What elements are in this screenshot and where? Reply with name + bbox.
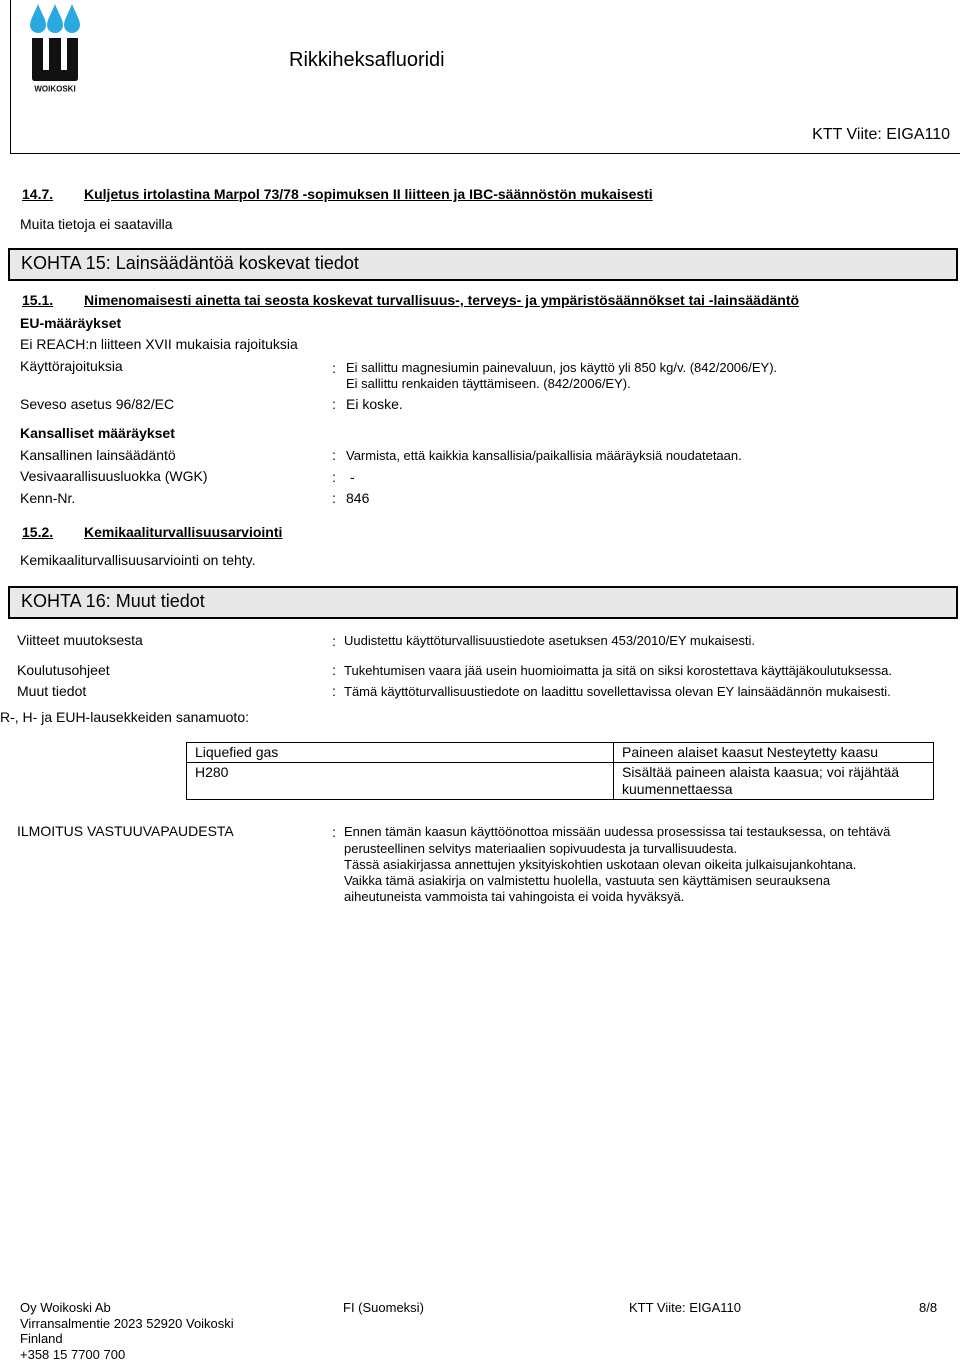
footer-page-number: 8/8 <box>919 1300 938 1315</box>
national-law-value: Varmista, että kaikkia kansallisia/paikallisia määräyksiä noudatetaan. <box>346 448 742 463</box>
use-restrictions-colon: : <box>332 360 336 376</box>
training-label: Koulutusohjeet <box>17 662 110 678</box>
section-14-7-title: Kuljetus irtolastina Marpol 73/78 -sopimuksen II liitteen ja IBC-säännöstön mukaisesti <box>84 186 653 202</box>
use-restrictions-line-1: Ei sallittu magnesiumin painevaluun, jos käyttö yli 850 kg/v. (842/2006/EY). <box>346 360 778 375</box>
training-value: Tukehtumisen vaara jää usein huomioimatta ja sitä on siksi korostettava käyttäjäkoulutuksessa. <box>344 663 892 678</box>
references-colon: : <box>332 633 336 649</box>
phrase-text-cell <box>614 763 934 800</box>
phrases-label: R-, H- ja EUH-lausekkeiden sanamuoto: <box>0 709 249 725</box>
section-15-2-title: Kemikaaliturvallisuusarviointi <box>84 524 283 540</box>
section-15-1-number: 15.1. <box>22 292 54 308</box>
references-label: Viitteet muutoksesta <box>17 632 143 648</box>
national-law-label: Kansallinen lainsäädäntö <box>20 447 176 463</box>
national-regulations-heading: Kansalliset määräykset <box>20 425 175 441</box>
section-14-7-note: Muita tietoja ei saatavilla <box>20 216 173 232</box>
training-colon: : <box>332 662 336 678</box>
phrase-code: Liquefied gas <box>187 743 614 763</box>
seveso-label: Seveso asetus 96/82/EC <box>20 396 175 412</box>
section-16-header <box>8 586 958 619</box>
reach-text: Ei REACH:n liitteen XVII mukaisia rajoituksia <box>20 336 298 352</box>
eu-regulations-heading: EU-määräykset <box>20 315 122 331</box>
table-row <box>187 743 934 763</box>
disclaimer-line-2: perusteellinen selvitys materiaalien sopivuudesta ja turvallisuudesta. <box>344 841 738 856</box>
footer-company: Oy Woikoski Ab <box>20 1300 111 1315</box>
footer-country: Finland <box>20 1331 63 1346</box>
footer-address: Virransalmentie 2023 52920 Voikoski <box>20 1316 234 1331</box>
kenn-colon: : <box>332 490 336 506</box>
section-15-title: KOHTA 15: Lainsäädäntöä koskevat tiedot <box>21 253 359 273</box>
seveso-colon: : <box>332 396 336 412</box>
disclaimer-label: ILMOITUS VASTUUVAPAUDESTA <box>17 823 234 839</box>
woikoski-logo <box>29 2 81 94</box>
other-info-value: Tämä käyttöturvallisuustiedote on laadittu sovellettavissa olevan EY lainsäädännön mukaisesti. <box>344 684 891 699</box>
document-reference: KTT Viite: EIGA110 <box>812 126 950 143</box>
disclaimer-line-5: aiheutuneista vammoista tai vahingoista ei voida hyväksyä. <box>344 889 685 904</box>
phrase-text-line: kuumennettaessa <box>622 781 733 797</box>
disclaimer-line-3: Tässä asiakirjassa annettujen yksityiskohtien uskotaan olevan oikeita julkaisujankohtana. <box>344 857 857 872</box>
table-row <box>187 763 934 800</box>
section-15-2-note: Kemikaaliturvallisuusarviointi on tehty. <box>20 552 256 568</box>
kenn-value: 846 <box>346 490 370 506</box>
section-14-7-number: 14.7. <box>22 186 54 202</box>
disclaimer-line-1: Ennen tämän kaasun käyttöönottoa missään uudessa prosessissa tai testauksessa, on tehtävä <box>344 824 891 839</box>
disclaimer-line-4: Vaikka tämä asiakirja on valmistettu huolella, vastuuta sen käyttämisen seurauksena <box>344 873 831 888</box>
footer-language: FI (Suomeksi) <box>343 1300 424 1315</box>
footer-reference: KTT Viite: EIGA110 <box>629 1300 741 1315</box>
section-15-2-number: 15.2. <box>22 524 54 540</box>
footer-phone: +358 15 7700 700 <box>20 1347 126 1362</box>
kenn-label: Kenn-Nr. <box>20 490 76 506</box>
wgk-value: - <box>350 469 355 485</box>
phrase-text: Paineen alaiset kaasut Nesteytetty kaasu <box>614 743 934 763</box>
disclaimer-colon: : <box>332 824 336 840</box>
phrase-text-line: Sisältää paineen alaista kaasua; voi räjähtää <box>622 764 900 780</box>
references-value: Uudistettu käyttöturvallisuustiedote asetuksen 453/2010/EY mukaisesti. <box>344 633 755 648</box>
other-info-colon: : <box>332 683 336 699</box>
page-header <box>10 0 960 154</box>
wgk-colon: : <box>332 469 336 485</box>
logo-text: WOIKOSKI <box>34 84 76 94</box>
phrases-table <box>186 742 934 800</box>
national-law-colon: : <box>332 447 336 463</box>
use-restrictions-label: Käyttörajoituksia <box>20 358 123 374</box>
seveso-value: Ei koske. <box>346 396 403 412</box>
phrase-code: H280 <box>187 763 614 800</box>
section-15-1-title: Nimenomaisesti ainetta tai seosta koskevat turvallisuus-, terveys- ja ympäristösäännökset tai -lainsäädäntö <box>84 292 800 308</box>
document-title: Rikkiheksafluoridi <box>289 49 445 71</box>
wgk-label: Vesivaarallisuusluokka (WGK) <box>20 468 208 484</box>
section-15-header <box>8 248 958 281</box>
other-info-label: Muut tiedot <box>17 683 87 699</box>
section-16-title: KOHTA 16: Muut tiedot <box>21 591 205 611</box>
use-restrictions-line-2: Ei sallittu renkaiden täyttämiseen. (842/2006/EY). <box>346 376 631 391</box>
